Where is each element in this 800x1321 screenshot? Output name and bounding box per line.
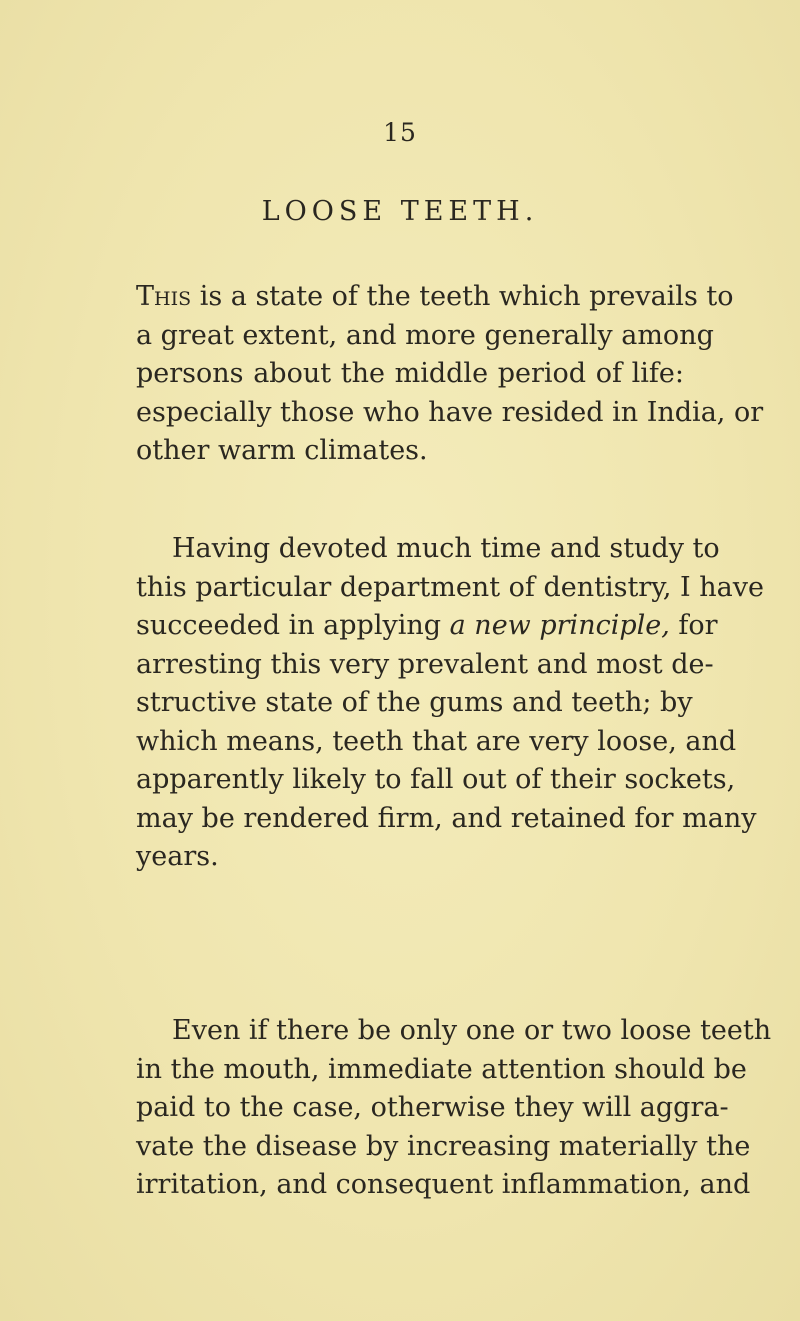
paragraph-3 <box>136 1012 772 1205</box>
paragraph-1 <box>136 278 764 471</box>
paragraph-line: This is a state of the teeth which prevails to <box>136 281 734 312</box>
paragraph-line: arresting this very prevalent and most de- <box>136 648 714 680</box>
section-heading: LOOSE TEETH. <box>261 196 539 227</box>
italic-phrase: a new principle, <box>449 610 670 641</box>
paragraph-line: other warm climates. <box>136 435 428 466</box>
paragraph-line: succeeded in applying a new principle, for <box>136 610 718 641</box>
paragraph-line: Even if there be only one or two loose teeth <box>172 1015 772 1046</box>
paragraph-2 <box>136 530 765 877</box>
paragraph-line: persons about the middle period of life: <box>136 358 684 389</box>
paragraph-line: irritation, and consequent inflammation, and <box>136 1169 751 1200</box>
paragraph-line: Having devoted much time and study to <box>172 533 720 564</box>
paragraph-line: which means, teeth that are very loose, and <box>136 725 737 757</box>
paragraph-line: may be rendered firm, and retained for many <box>136 802 757 834</box>
paragraph-line: years. <box>136 841 219 872</box>
paragraph-line: in the mouth, immediate attention should be <box>136 1053 747 1085</box>
paragraph-line: this particular department of dentistry, I have <box>136 571 765 603</box>
paragraph-line: a great extent, and more generally among <box>136 319 714 351</box>
paragraph-line: paid to the case, otherwise they will aggra- <box>136 1092 729 1123</box>
paragraph-line: especially those who have resided in India, or <box>136 396 764 428</box>
page-number: 15 <box>383 118 417 147</box>
paragraph-line: vate the disease by increasing materially the <box>136 1130 751 1162</box>
drop-word: This <box>136 281 192 312</box>
paragraph-line: structive state of the gums and teeth; by <box>136 687 693 718</box>
paragraph-line: apparently likely to fall out of their sockets, <box>136 764 736 795</box>
